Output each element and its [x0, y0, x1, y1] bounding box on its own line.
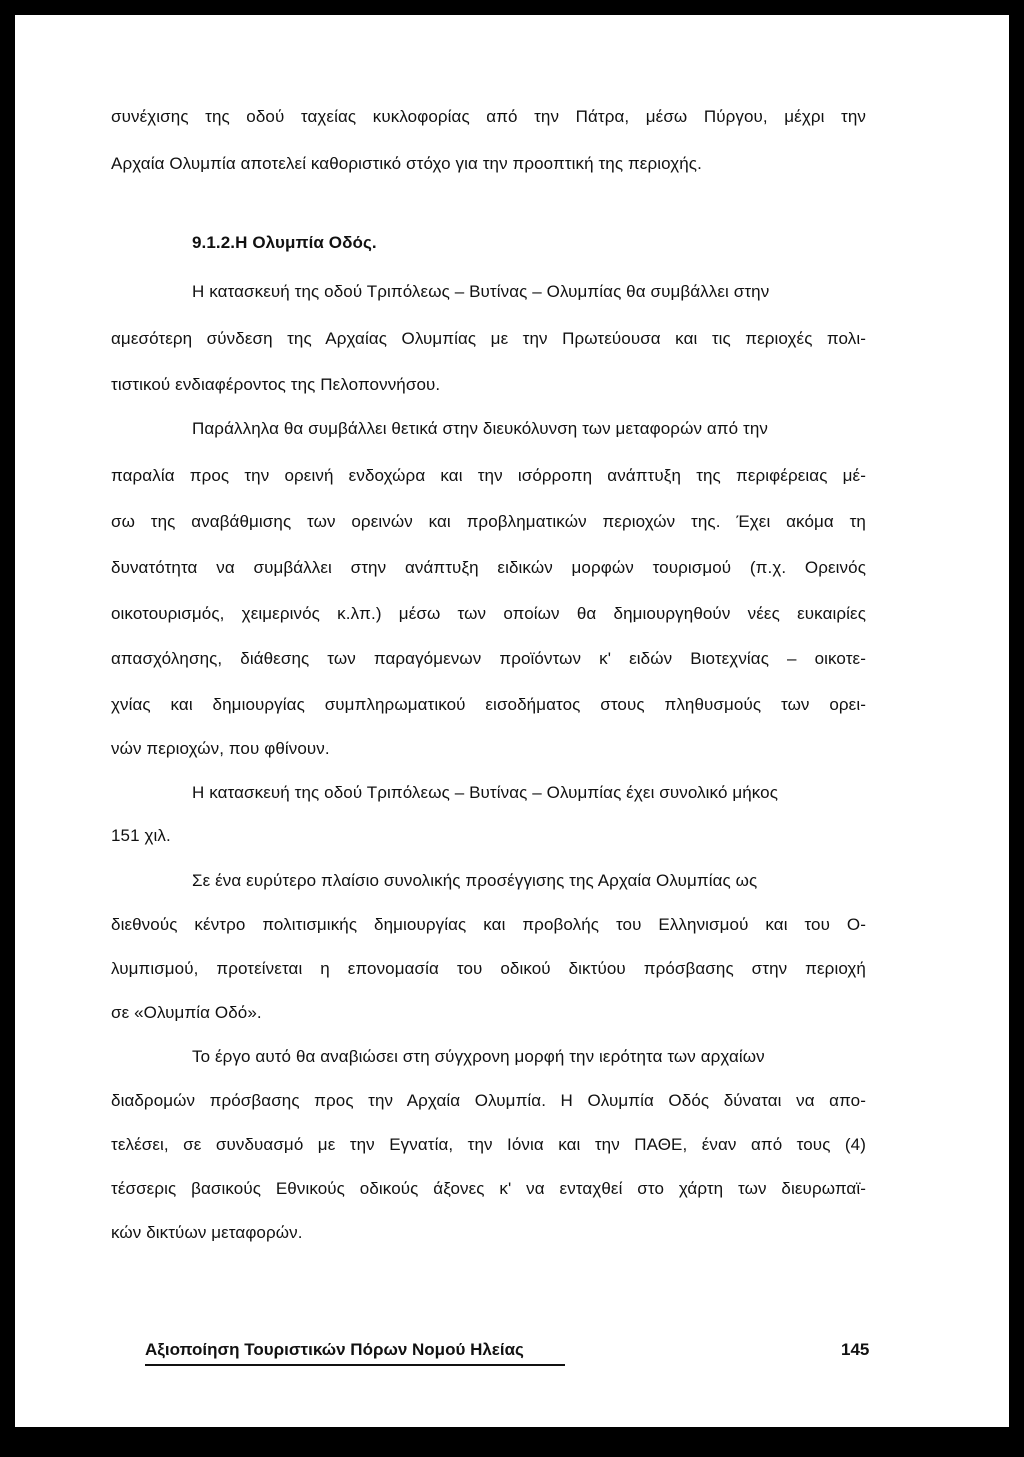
text-line: Σε ένα ευρύτερο πλαίσιο συνολικής προσέγγισης της Αρχαία Ολυμπίας ως — [192, 871, 758, 890]
footer-area — [15, 215, 1009, 1415]
page-number: 145 — [841, 1340, 870, 1359]
text-line: 151 χιλ. — [111, 826, 171, 845]
document-page — [15, 15, 1009, 1427]
text-line: αμεσότερη σύνδεση της Αρχαίας Ολυμπίας με την Πρωτεύουσα και τις περιοχές πολι- — [111, 329, 866, 348]
text-line: απασχόλησης, διάθεσης των παραγόμενων προϊόντων κ' ειδών Βιοτεχνίας – οικοτε- — [111, 649, 866, 668]
text-line: δυνατότητα να συμβάλλει στην ανάπτυξη ειδικών μορφών τουρισμού (π.χ. Ορεινός — [111, 558, 866, 577]
text-line: Η κατασκευή της οδού Τριπόλεως – Βυτίνας – Ολυμπίας έχει συνολικό μήκος — [192, 783, 779, 802]
text-line: Αρχαία Ολυμπία αποτελεί καθοριστικό στόχο για την προοπτική της περιοχής. — [111, 154, 702, 173]
text-line: λυμπισμού, προτείνεται η επονομασία του οδικού δικτύου πρόσβασης στην περιοχή — [111, 959, 866, 978]
section-heading: 9.1.2.Η Ολυμπία Οδός. — [192, 233, 377, 252]
text-line: Η κατασκευή της οδού Τριπόλεως – Βυτίνας – Ολυμπίας θα συμβάλλει στην — [192, 282, 770, 301]
text-line: τελέσει, σε συνδυασμό με την Εγνατία, την Ιόνια και την ΠΑΘΕ, έναν από τους (4) — [111, 1135, 866, 1154]
text-line: νών περιοχών, που φθίνουν. — [111, 739, 330, 758]
text-line: Παράλληλα θα συμβάλλει θετικά στην διευκόλυνση των μεταφορών από την — [192, 419, 768, 438]
text-line: οικοτουρισμός, χειμερινός κ.λπ.) μέσω των οποίων θα δημιουργηθούν νέες ευκαιρίες — [111, 604, 866, 623]
text-line: διεθνούς κέντρο πολιτισμικής δημιουργίας και προβολής του Ελληνισμού και του Ο- — [111, 915, 866, 934]
text-line: σε «Ολυμπία Οδό». — [111, 1003, 262, 1022]
footer-title: Αξιοποίηση Τουριστικών Πόρων Νομού Ηλείας — [145, 1340, 524, 1359]
text-line: χνίας και δημιουργίας συμπληρωματικού εισοδήματος στους πληθυσμούς των ορει- — [111, 695, 866, 714]
text-line: σω της αναβάθμισης των ορεινών και προβληματικών περιοχών της. Έχει ακόμα τη — [111, 512, 866, 531]
text-line: συνέχισης της οδού ταχείας κυκλοφορίας από την Πάτρα, μέσω Πύργου, μέχρι την — [111, 107, 866, 126]
text-line: κών δικτύων μεταφορών. — [111, 1223, 303, 1242]
footer-underline — [145, 1364, 565, 1366]
text-line: διαδρομών πρόσβασης προς την Αρχαία Ολυμπία. Η Ολυμπία Οδός δύναται να απο- — [111, 1091, 866, 1110]
text-line: τέσσερις βασικούς Εθνικούς οδικούς άξονες κ' να ενταχθεί στο χάρτη των διευρωπαϊ- — [111, 1179, 866, 1198]
text-line: παραλία προς την ορεινή ενδοχώρα και την ισόρροπη ανάπτυξη της περιφέρειας μέ- — [111, 466, 866, 485]
text-line: Το έργο αυτό θα αναβιώσει στη σύγχρονη μορφή την ιερότητα των αρχαίων — [192, 1047, 765, 1066]
text-line: τιστικού ενδιαφέροντος της Πελοποννήσου. — [111, 375, 441, 394]
